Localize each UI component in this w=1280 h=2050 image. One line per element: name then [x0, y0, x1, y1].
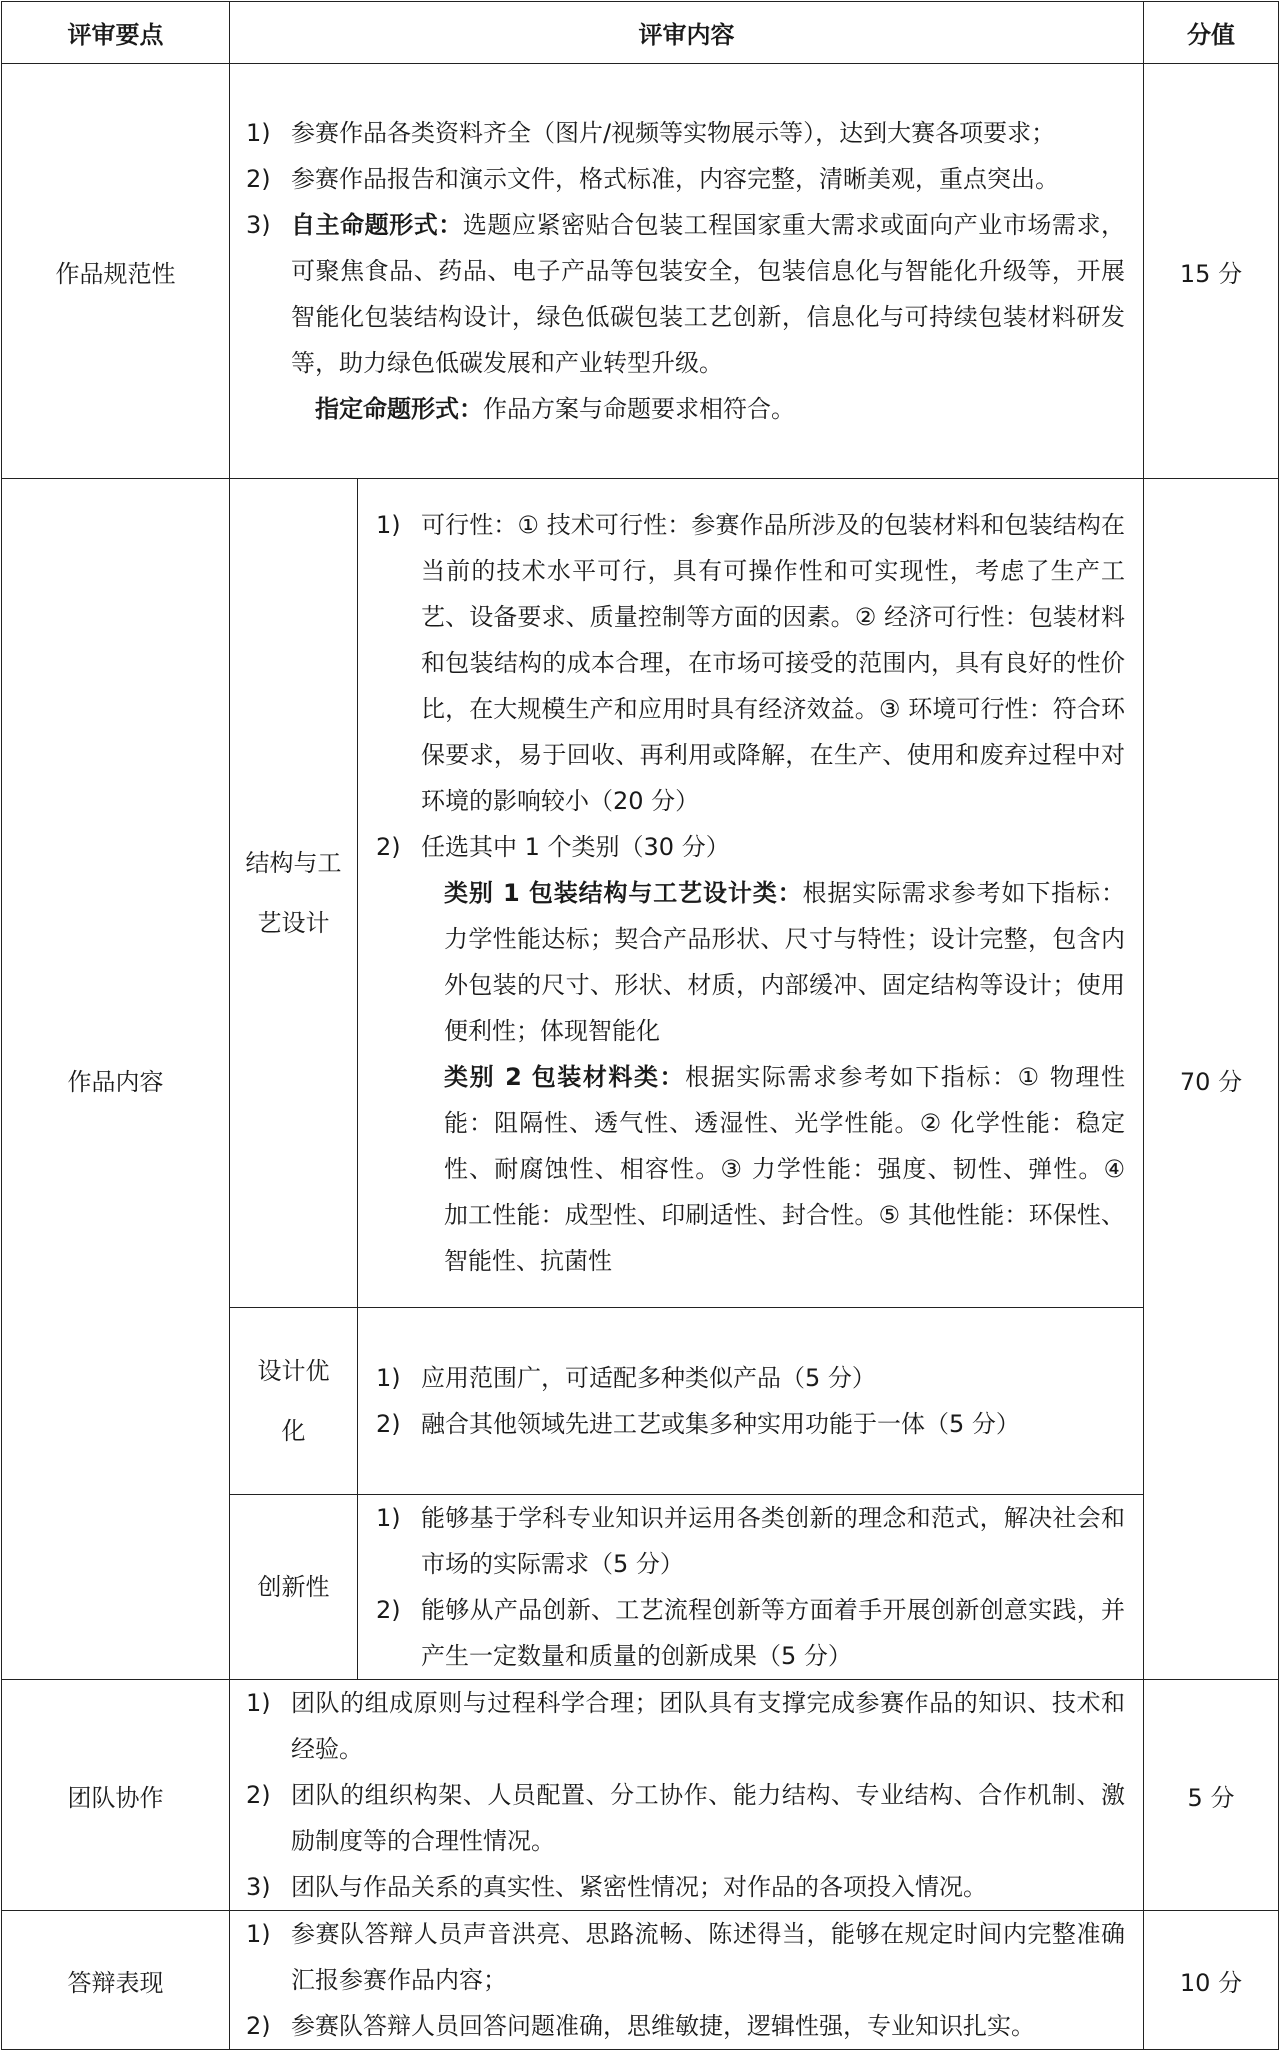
- item-number: 1): [376, 1364, 401, 1392]
- team-score: 5 分: [1144, 1680, 1279, 1911]
- design-label: 结构与工艺设计: [230, 479, 358, 1308]
- category-1: [376, 870, 1125, 1054]
- content-score: 70 分: [1144, 479, 1279, 1680]
- category-1-label: 类别 1 包装结构与工艺设计类：: [444, 879, 803, 907]
- list-item: [246, 1911, 1125, 2003]
- header-point: 评审要点: [2, 2, 230, 64]
- list-item: [246, 1772, 1125, 1864]
- list-item: [246, 1864, 1125, 1910]
- design-content: [358, 479, 1144, 1308]
- defense-point: 答辩表现: [2, 1911, 230, 2050]
- item-number: 2): [246, 2012, 271, 2040]
- norm-score: 15 分: [1144, 64, 1279, 479]
- row-content-design: [2, 479, 1279, 1308]
- category-2: [376, 1054, 1125, 1284]
- list-item: [376, 824, 1125, 870]
- item-text: 融合其他领域先进工艺或集多种实用功能于一体（5 分）: [421, 1410, 1020, 1438]
- item-number: 1): [246, 1920, 271, 1948]
- row-defense: [2, 1911, 1279, 2050]
- evaluation-table: [1, 1, 1279, 2050]
- norm-content: [230, 64, 1144, 479]
- optimize-content: [358, 1308, 1144, 1495]
- item-number: 2): [376, 1410, 401, 1438]
- item-number: 2): [246, 1781, 271, 1809]
- category-2-label: 类别 2 包装材料类：: [444, 1063, 686, 1091]
- norm-extra: [246, 386, 1125, 432]
- content-point: 作品内容: [2, 479, 230, 1680]
- item-bold-label: 自主命题形式：: [291, 211, 463, 239]
- item-text: 任选其中 1 个类别（30 分）: [421, 833, 730, 861]
- list-item: [376, 1587, 1125, 1679]
- item-number: 2): [376, 833, 401, 861]
- defense-score: 10 分: [1144, 1911, 1279, 2050]
- header-row: [2, 2, 1279, 64]
- list-item: [246, 110, 1125, 156]
- innovation-label: 创新性: [230, 1495, 358, 1680]
- item-text: 应用范围广，可适配多种类似产品（5 分）: [421, 1364, 876, 1392]
- row-team: [2, 1680, 1279, 1911]
- list-item: [246, 202, 1125, 386]
- item-number: 3): [246, 1873, 271, 1901]
- list-item: [376, 1401, 1125, 1447]
- item-text: 可行性：① 技术可行性：参赛作品所涉及的包装材料和包装结构在当前的技术水平可行，具有可操作性和可实现性，考虑了生产工艺、设备要求、质量控制等方面的因素。② 经济可行性：包装材料和包装结构的成本合理，在市场可接受的范围内，具有良好的性价比，在大规模生产和应用时具有经济效益。③ 环境可行性：符合环保要求，易于回收、再利用或降解，在生产、使用和废弃过程中对环境的影响较小（20 分）: [421, 511, 1125, 815]
- list-item: [246, 156, 1125, 202]
- item-text: 参赛队答辩人员声音洪亮、思路流畅、陈述得当，能够在规定时间内完整准确汇报参赛作品内容；: [291, 1920, 1125, 1994]
- innovation-content: [358, 1495, 1144, 1680]
- list-item: [376, 1355, 1125, 1401]
- item-number: 1): [376, 1504, 401, 1532]
- item-text: 能够基于学科专业知识并运用各类创新的理念和范式，解决社会和市场的实际需求（5 分）: [421, 1504, 1125, 1578]
- item-text: 能够从产品创新、工艺流程创新等方面着手开展创新创意实践，并产生一定数量和质量的创新成果（5 分）: [421, 1596, 1125, 1670]
- team-point: 团队协作: [2, 1680, 230, 1911]
- item-text: 团队的组织构架、人员配置、分工协作、能力结构、专业结构、合作机制、激励制度等的合理性情况。: [291, 1781, 1125, 1855]
- row-norm: [2, 64, 1279, 479]
- defense-content: [230, 1911, 1144, 2050]
- list-item: [246, 1680, 1125, 1772]
- item-text: 参赛作品报告和演示文件，格式标准，内容完整，清晰美观，重点突出。: [291, 165, 1059, 193]
- category-1-text: 根据实际需求参考如下指标：力学性能达标；契合产品形状、尺寸与特性；设计完整，包含内外包装的尺寸、形状、材质，内部缓冲、固定结构等设计；使用便利性；体现智能化: [444, 879, 1125, 1045]
- category-2-text: 根据实际需求参考如下指标：① 物理性能：阻隔性、透气性、透湿性、光学性能。② 化学性能：稳定性、耐腐蚀性、相容性。③ 力学性能：强度、韧性、弹性。④ 加工性能：成型性、印刷适性、封合性。⑤ 其他性能：环保性、智能性、抗菌性: [444, 1063, 1125, 1275]
- item-number: 2): [376, 1596, 401, 1624]
- header-content: 评审内容: [230, 2, 1144, 64]
- item-number: 1): [376, 511, 401, 539]
- team-content: [230, 1680, 1144, 1911]
- item-text: 团队与作品关系的真实性、紧密性情况；对作品的各项投入情况。: [291, 1873, 987, 1901]
- item-number: 2): [246, 165, 271, 193]
- item-number: 1): [246, 1689, 271, 1717]
- norm-point: 作品规范性: [2, 64, 230, 479]
- optimize-label: 设计优化: [230, 1308, 358, 1495]
- item-number: 3): [246, 211, 271, 239]
- item-number: 1): [246, 119, 271, 147]
- item-text: 团队的组成原则与过程科学合理；团队具有支撑完成参赛作品的知识、技术和经验。: [291, 1689, 1125, 1763]
- extra-text: 作品方案与命题要求相符合。: [483, 395, 795, 423]
- item-text: 参赛作品各类资料齐全（图片/视频等实物展示等），达到大赛各项要求；: [291, 119, 1056, 147]
- item-text: 选题应紧密贴合包装工程国家重大需求或面向产业市场需求，可聚焦食品、药品、电子产品等包装安全，包装信息化与智能化升级等，开展智能化包装结构设计，绿色低碳包装工艺创新，信息化与可持续包装材料研发等，助力绿色低碳发展和产业转型升级。: [291, 211, 1126, 377]
- header-score: 分值: [1144, 2, 1279, 64]
- list-item: [376, 1495, 1125, 1587]
- item-text: 参赛队答辩人员回答问题准确，思维敏捷，逻辑性强，专业知识扎实。: [291, 2012, 1035, 2040]
- list-item: [246, 2003, 1125, 2049]
- extra-bold-label: 指定命题形式：: [315, 395, 483, 423]
- list-item: [376, 502, 1125, 824]
